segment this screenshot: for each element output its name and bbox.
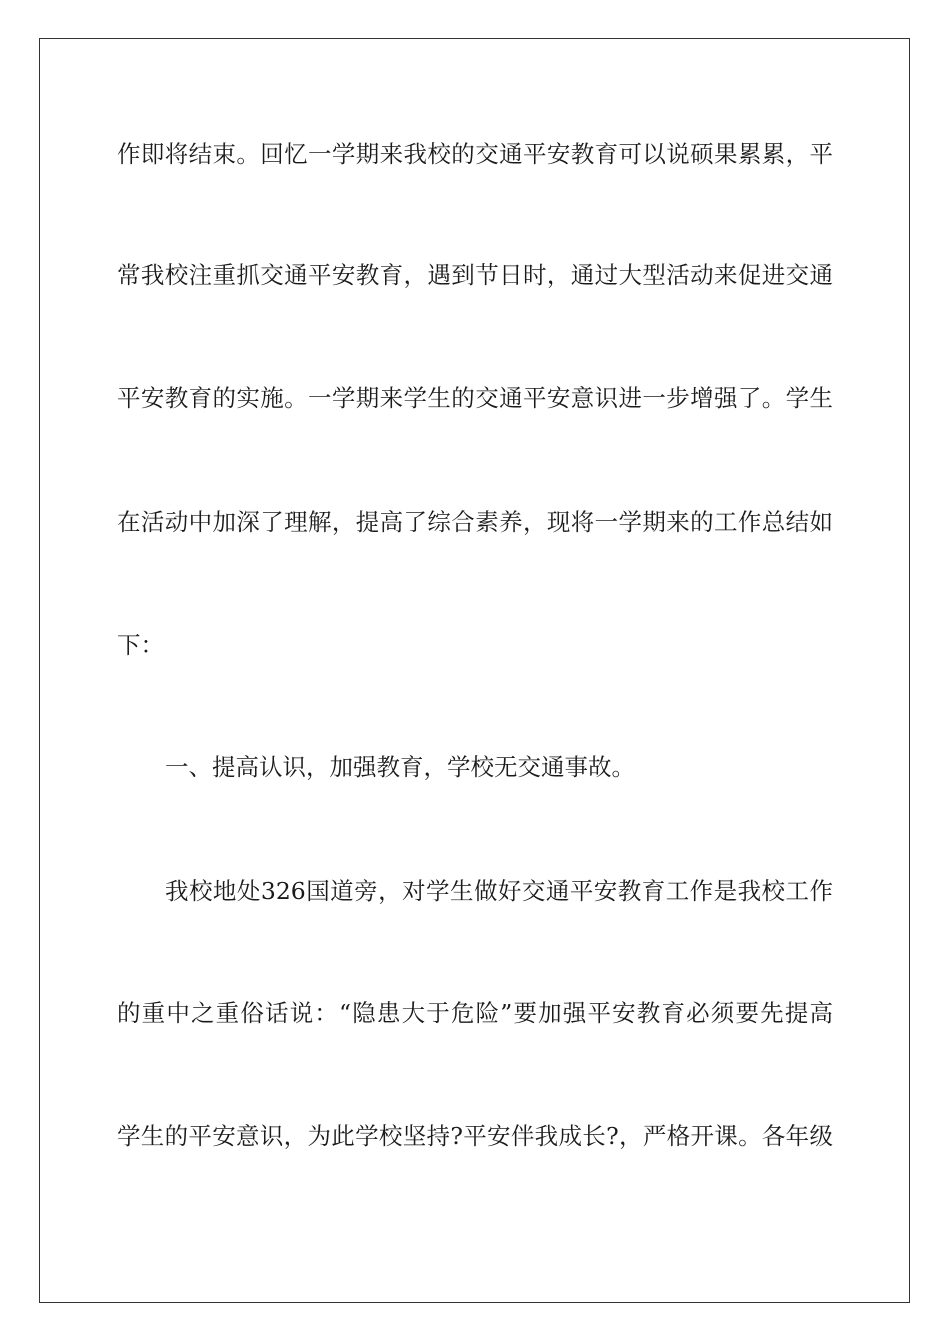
paragraph-line-3: 平安教育的实施。一学期来学生的交通平安意识进一步增强了。学生 [117,384,833,412]
section-heading: 一、提高认识，加强教育，学校无交通事故。 [165,753,635,781]
page-border [39,38,910,1303]
paragraph-line-6: 我校地处326国道旁，对学生做好交通平安教育工作是我校工作 [165,877,833,905]
paragraph-line-2: 常我校注重抓交通平安教育，遇到节日时，通过大型活动来促进交通 [117,261,833,289]
paragraph-line-5: 下： [117,631,164,659]
paragraph-line-7: 的重中之重俗话说：“隐患大于危险”要加强平安教育必须要先提高 [117,999,833,1027]
paragraph-line-8: 学生的平安意识，为此学校坚持?平安伴我成长?，严格开课。各年级 [117,1122,833,1150]
paragraph-line-4: 在活动中加深了理解，提高了综合素养，现将一学期来的工作总结如 [117,508,833,536]
paragraph-line-1: 作即将结束。回忆一学期来我校的交通平安教育可以说硕果累累，平 [117,140,833,168]
